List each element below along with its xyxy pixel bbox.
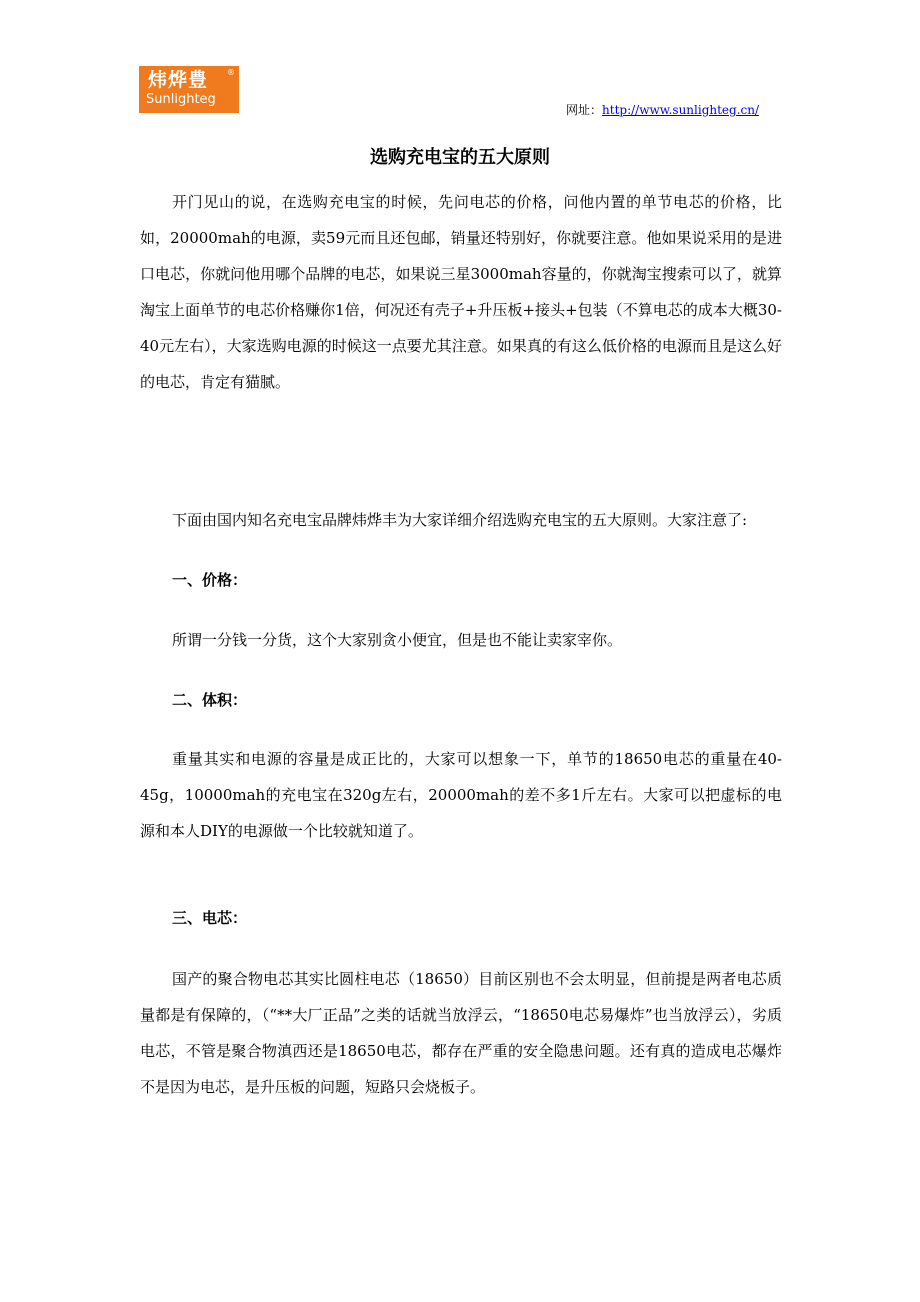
section-heading-volume: 二、体积：: [172, 691, 248, 709]
logo-english-name: Sunlighteg: [146, 92, 216, 107]
section-heading-price: 一、价格：: [172, 571, 248, 589]
logo-chinese-name: 炜烨豊: [148, 69, 209, 91]
intro-paragraph: 开门见山的说，在选购充电宝的时候，先问电芯的价格，问他内置的单节电芯的价格，比如，20000mah的电源，卖59元而且还包邮，销量还特别好，你就要注意。他如果说采用的是进口电芯，你就问他用哪个品牌的电芯，如果说三星3000mah容量的，你就淘宝搜索可以了，就算淘宝上面单节的电芯价格赚你1倍，何况还有壳子+升压板+接头+包装（不算电芯的成本大概30-40元左右），大家选购电源的时候这一点要尤其注意。如果真的有这么低价格的电源而且是这么好的电芯，肯定有猫腻。: [140, 193, 782, 391]
website-link[interactable]: http://www.sunlighteg.cn/: [602, 103, 760, 117]
website-line: [566, 102, 759, 118]
page-title: 选购充电宝的五大原则: [370, 147, 550, 168]
section-body-volume: 重量其实和电源的容量是成正比的，大家可以想象一下，单节的18650电芯的重量在40-45g，10000mah的充电宝在320g左右，20000mah的差不多1斤左右。大家可以把虚标的电源和本人DIY的电源做一个比较就知道了。: [140, 750, 782, 840]
section-heading-cell: 三、电芯：: [172, 909, 248, 927]
section-body-cell: 国产的聚合物电芯其实比圆柱电芯（18650）目前区别也不会太明显，但前提是两者电芯质量都是有保障的，（“**大厂正品”之类的话就当放浮云，“18650电芯易爆炸”也当放浮云），劣质电芯，不管是聚合物滇西还是18650电芯，都存在严重的安全隐患问题。还有真的造成电芯爆炸不是因为电芯，是升压板的问题，短路只会烧板子。: [140, 970, 782, 1096]
section-body-price: 所谓一分钱一分货，这个大家别贪小便宜，但是也不能让卖家宰你。: [172, 631, 623, 649]
website-label: 网址：: [566, 103, 603, 117]
registered-mark: ®: [227, 68, 235, 77]
lead-paragraph: 下面由国内知名充电宝品牌炜烨丰为大家详细介绍选购充电宝的五大原则。大家注意了:: [172, 511, 748, 529]
brand-logo: [139, 66, 239, 113]
